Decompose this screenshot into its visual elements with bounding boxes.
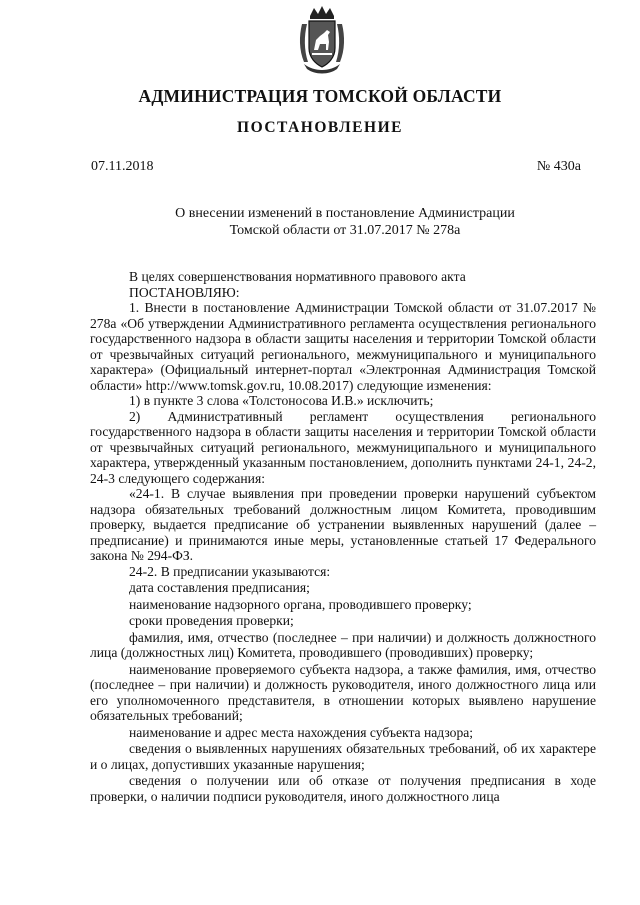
intro-text: В целях совершенствования нормативного правового акта: [129, 269, 466, 284]
paragraph: 1. Внести в постановление Администрации Томской области от 31.07.2017 № 278а «Об утверждении Административного регламента осуществления регионального государственного надзора в области защиты населения и территории Томской области от чрезвычайных ситуаций регионального, межмуниципального и муниципального характера» (Официальный интернет-портал «Электронная Администрация Томской области» http://www.tomsk.gov.ru, 10.08.2017) следующие изменения:: [90, 300, 596, 393]
document-number: № 430а: [536, 159, 581, 174]
paragraph: 1) в пункте 3 слова «Толстоносова И.В.» исключить;: [129, 393, 434, 408]
coat-of-arms-icon: [299, 6, 345, 76]
document-type: ПОСТАНОВЛЕНИЕ: [237, 119, 403, 136]
document-date: 07.11.2018: [91, 159, 154, 174]
subject-line: О внесении изменений в постановление Администрации: [175, 206, 515, 221]
paragraph: фамилия, имя, отчество (последнее – при наличии) и должность должностного лица (должностных лиц) Комитета, проводившего (проводивших) проверку;: [90, 629, 596, 660]
paragraph: 24-2. В предписании указываются:: [129, 563, 331, 579]
paragraph: сведения о получении или об отказе от получения предписания в ходе проверки, о наличии подписи руководителя, иного должностного лица: [90, 773, 596, 804]
organization-title: АДМИНИСТРАЦИЯ ТОМСКОЙ ОБЛАСТИ: [138, 86, 502, 106]
paragraph: сведения о выявленных нарушениях обязательных требований, об их характере и о лицах, допустивших указанные нарушения;: [90, 741, 596, 772]
paragraph: дата составления предписания;: [129, 580, 310, 595]
paragraph: наименование проверяемого субъекта надзора, а также фамилия, имя, отчество (последнее – при наличии) и должность руководителя, иного должностного лица или его уполномоченного представителя, в отношении которых выявлено нарушение обязательных требований;: [90, 661, 596, 723]
paragraph: «24-1. В случае выявления при проведении проверки нарушений субъектом надзора обязательных требований должностным лицом Комитета, проводившим проверку, выдается предписание об устранении выявленных нарушений (далее – предписание) и принимаются иные меры, установленные статьей 17 Федерального закона № 294-ФЗ.: [90, 486, 596, 563]
paragraph: наименование и адрес места нахождения субъекта надзора;: [129, 724, 474, 740]
document-subject: [150, 205, 540, 239]
resolve-heading: ПОСТАНОВЛЯЮ:: [129, 284, 240, 300]
paragraph: 2) Административный регламент осуществления регионального государственного надзора в области защиты населения и территории Томской области от чрезвычайных ситуаций регионального, межмуниципального и муниципального характера, утвержденный указанным постановлением, дополнить пунктами 24-1, 24-2, 24-3 следующего содержания:: [90, 408, 596, 486]
paragraph: наименование надзорного органа, проводившего проверку;: [129, 596, 472, 612]
subject-line: Томской области от 31.07.2017 № 278а: [229, 223, 461, 238]
document-body: [90, 269, 596, 804]
paragraph: сроки проведения проверки;: [129, 613, 294, 628]
